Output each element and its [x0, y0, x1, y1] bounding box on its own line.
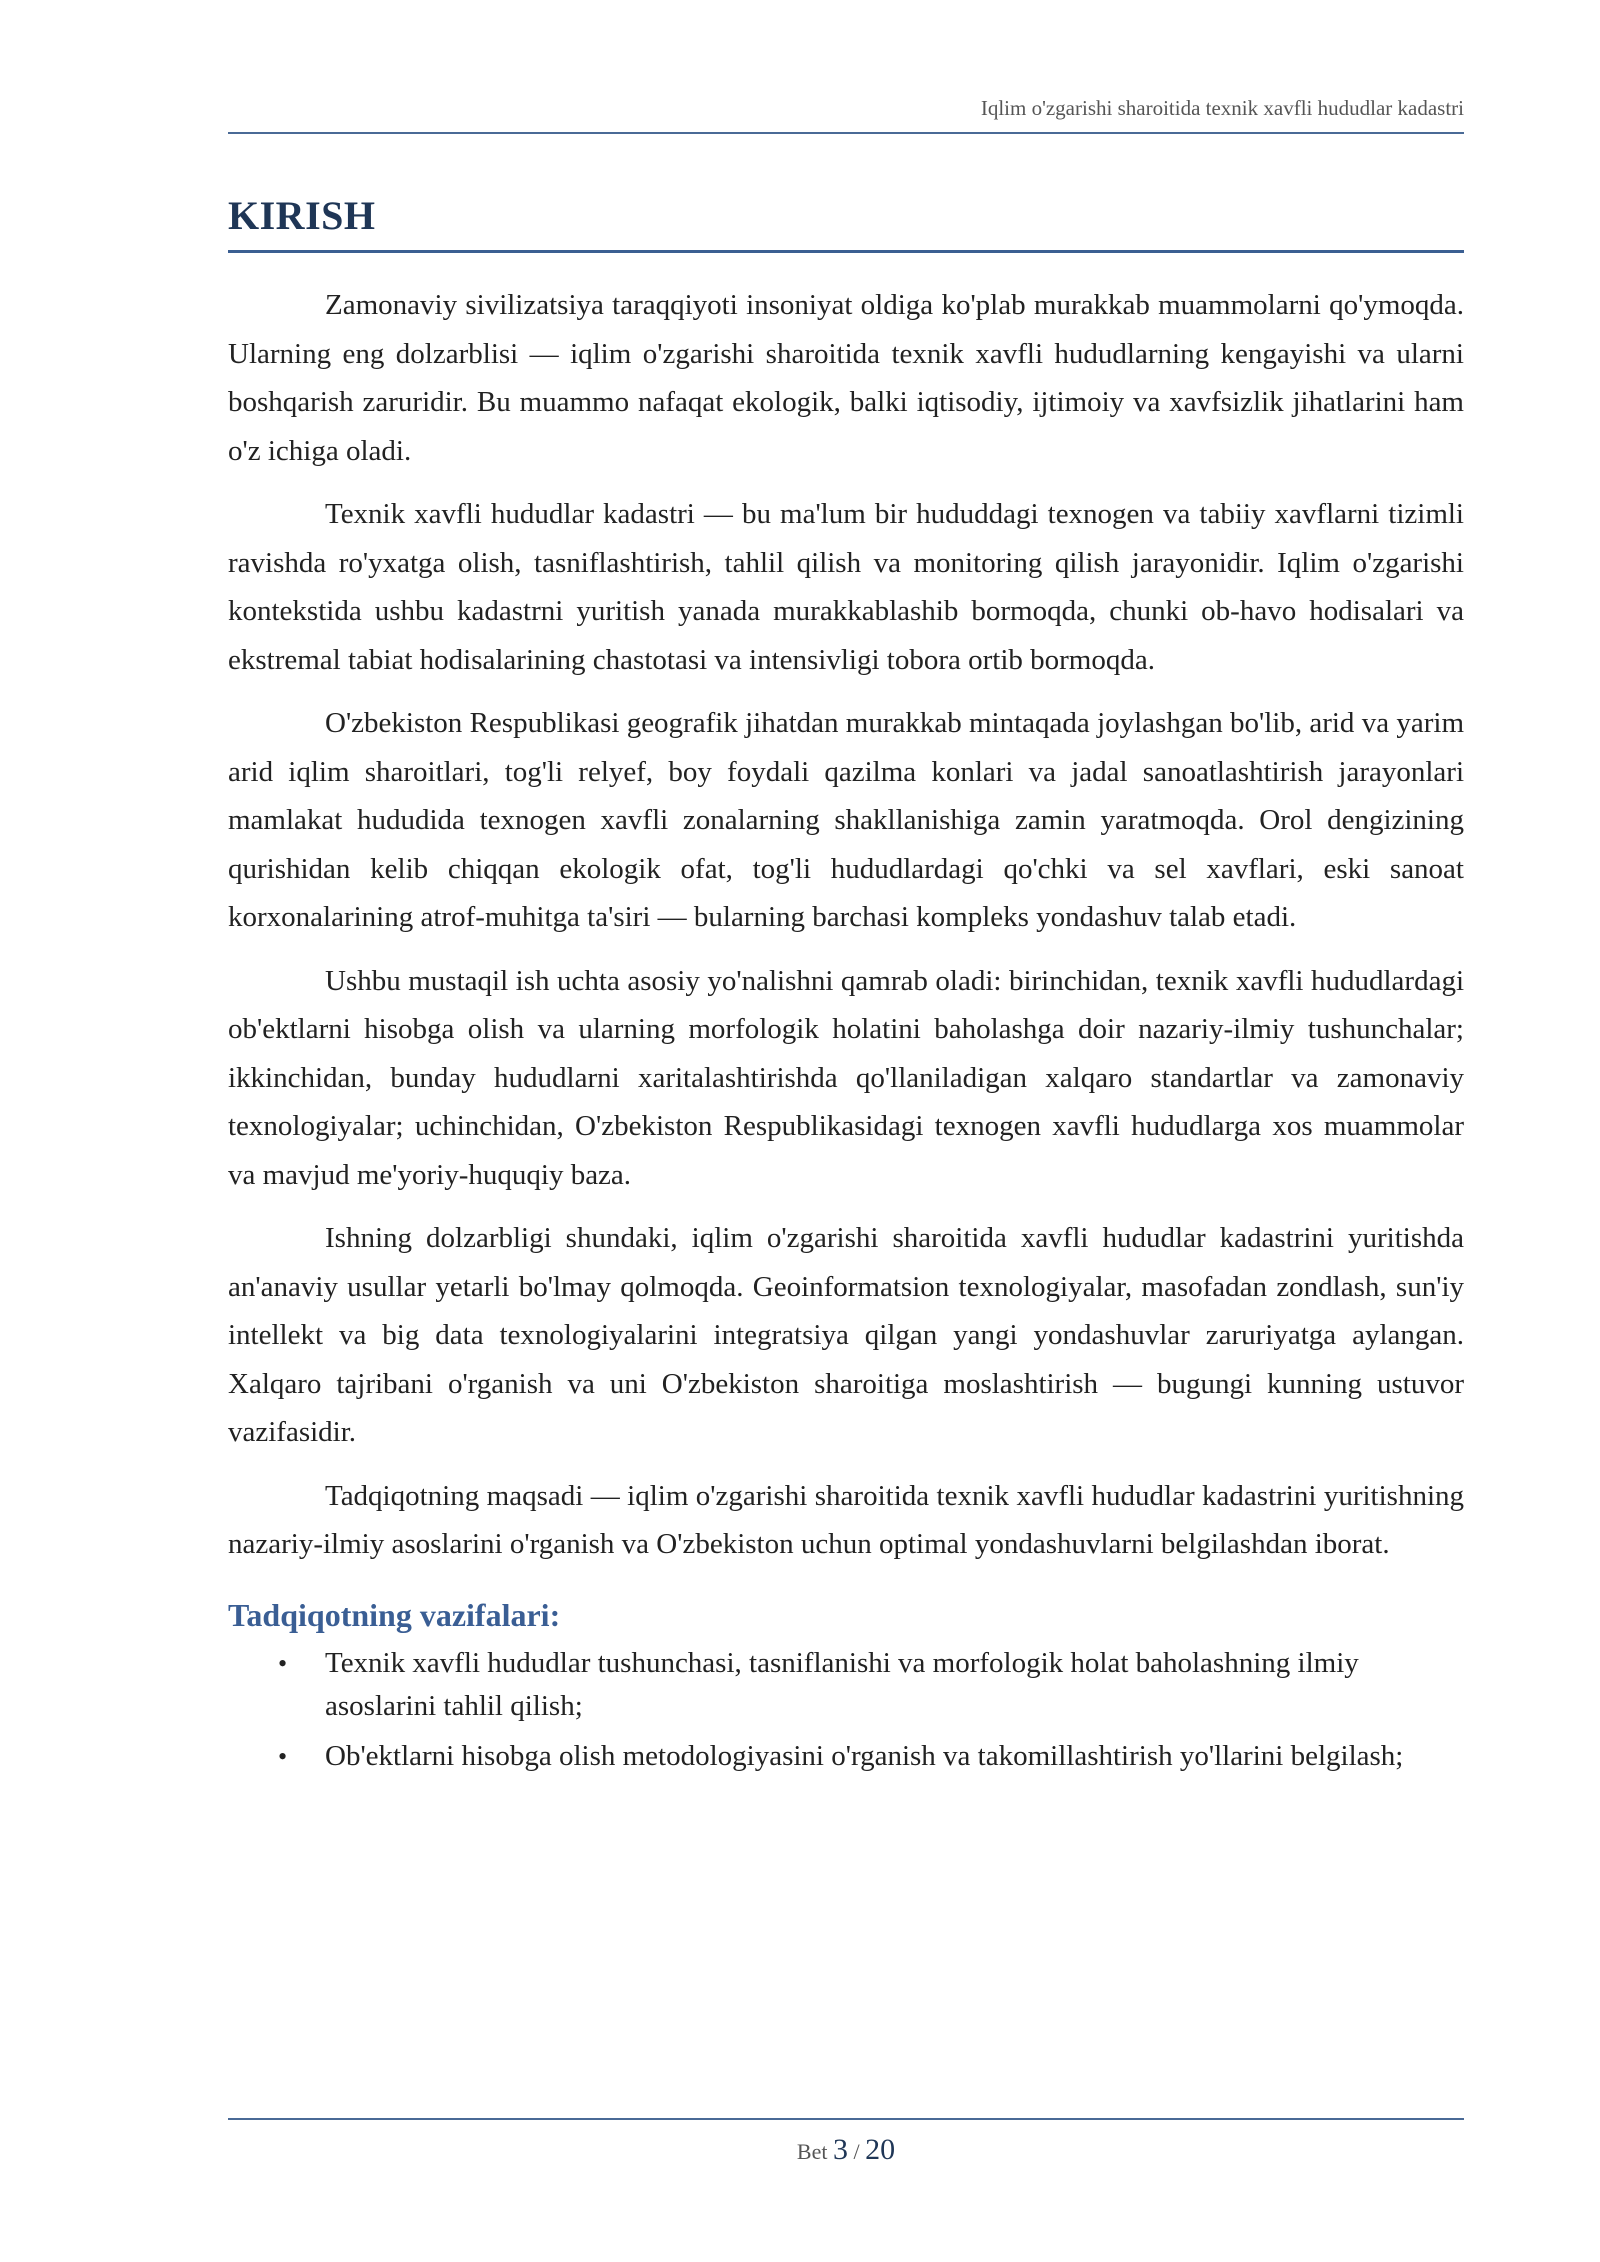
tasks-list [228, 1642, 1464, 1778]
page-current: 3 [832, 2133, 848, 2166]
page-separator: / [853, 2139, 860, 2164]
paragraph-2: Texnik xavfli hududlar kadastri — bu ma'lum bir hududdagi texnogen va tabiiy xavflarni tizimli ravishda ro'yxatga olish, tasniflashtirish, tahlil qilish va monitoring qilish jarayonidir. Iqlim o'zgarishi kontekstida ushbu kadastrni yuritish yanada murakkablashib bormoqda, chunki ob-havo hodisalari va ekstremal tabiat hodisalarining chastotasi va intensivligi tobora ortib bormoqda. [228, 498, 1464, 676]
paragraph-3: O'zbekiston Respublikasi geografik jihatdan murakkab mintaqada joylashgan bo'lib, arid va yarim arid iqlim sharoitlari, tog'li relyef, boy foydali qazilma konlari va jadal sanoatlashtirish jarayonlari mamlakat hududida texnogen xavfli zonalarning shakllanishiga zamin yaratmoqda. Orol dengizining qurishidan kelib chiqqan ekologik ofat, tog'li hududlardagi qo'chki va sel xavflari, eski sanoat korxonalarining atrof-muhitga ta'siri — bularning barchasi kompleks yondashuv talab etadi. [228, 707, 1464, 933]
page-label: Bet [796, 2139, 828, 2164]
bullet-icon: • [278, 1648, 288, 1678]
paragraph-4: Ushbu mustaqil ish uchta asosiy yo'nalishni qamrab oladi: birinchidan, texnik xavfli hududlardagi ob'ektlarni hisobga olish va ularning morfologik holatini baholashga doir nazariy-ilmiy tushunchalar; ikkinchidan, bunday hududlarni xaritalashtirishda qo'llaniladigan xalqaro standartlar va zamonaviy texnologiyalar; uchinchidan, O'zbekiston Respublikasidagi texnogen xavfli hududlarga xos muammolar va mavjud me'yoriy-huquqiy baza. [228, 964, 1464, 1191]
list-item-text: Ob'ektlarni hisobga olish metodologiyasini o'rganish va takomillashtirish yo'llarini belgilash; [325, 1739, 1404, 1772]
bullet-icon: • [278, 1741, 288, 1771]
page-footer [228, 2133, 1464, 2167]
page-total: 20 [865, 2133, 896, 2166]
paragraph-5: Ishning dolzarbligi shundaki, iqlim o'zgarishi sharoitida xavfli hududlar kadastrini yuritishda an'anaviy usullar yetarli bo'lmay qolmoqda. Geoinformatsion texnologiyalar, masofadan zondlash, sun'iy intellekt va big data texnologiyalarini integratsiya qilgan yangi yondashuvlar zaruriyatga aylangan. Xalqaro tajribani o'rganish va uni O'zbekiston sharoitiga moslashtirish — bugungi kunning ustuvor vazifasidir. [228, 1222, 1464, 1448]
paragraph-1: Zamonaviy sivilizatsiya taraqqiyoti insoniyat oldiga ko'plab murakkab muammolarni qo'ymoqda. Ularning eng dolzarblisi — iqlim o'zgarishi sharoitida texnik xavfli hududlarning kengayishi va ularni boshqarish zaruridir. Bu muammo nafaqat ekologik, balki iqtisodiy, ijtimoiy va xavfsizlik jihatlarini ham o'z ichiga oladi. [228, 289, 1464, 467]
running-header: Iqlim o'zgarishi sharoitida texnik xavfli hududlar kadastri [980, 96, 1464, 120]
document-page [228, 0, 1464, 2262]
paragraph-6: Tadqiqotning maqsadi — iqlim o'zgarishi sharoitida texnik xavfli hududlar kadastrini yuritishning nazariy-ilmiy asoslarini o'rganish va O'zbekiston uchun optimal yondashuvlarni belgilashdan iborat. [228, 1479, 1464, 1560]
footer-divider [228, 2118, 1464, 2120]
list-item-text: Texnik xavfli hududlar tushunchasi, tasniflanishi va morfologik holat baholashning ilmiy asoslarini tahlil qilish; [325, 1646, 1359, 1722]
chapter-title: KIRISH [228, 193, 376, 238]
tasks-heading: Tadqiqotning vazifalari: [228, 1596, 561, 1633]
list-item [228, 1642, 1464, 1728]
body-text [228, 281, 1464, 1785]
header-divider [228, 132, 1464, 134]
list-item [228, 1735, 1464, 1778]
title-divider [228, 250, 1464, 253]
